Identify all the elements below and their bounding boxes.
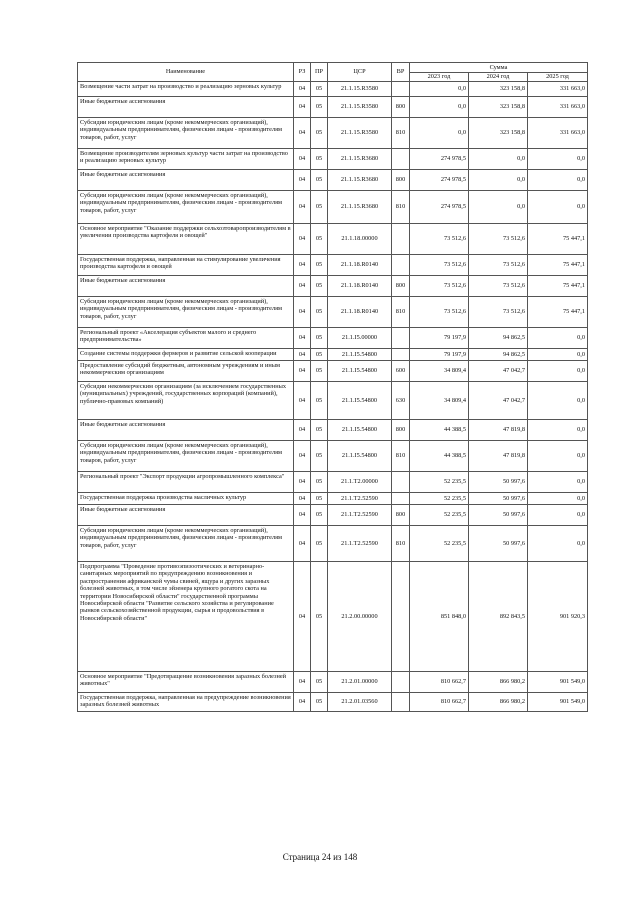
cell-name: Основное мероприятие "Предотвращение возникновения заразных болезней животных" xyxy=(78,672,294,693)
cell-2024: 323 158,8 xyxy=(469,82,528,97)
cell-2023: 34 809,4 xyxy=(410,361,469,382)
table-row xyxy=(78,493,588,505)
table-row xyxy=(78,441,588,472)
cell-name: Субсидии юридическим лицам (кроме некоммерческих организаций), индивидуальным предпринимателям, физическим лицам - производителям товаров, работ, услуг xyxy=(78,118,294,149)
cell-vr: 810 xyxy=(392,297,410,328)
cell-pr: 05 xyxy=(311,297,328,328)
cell-name: Государственная поддержка производства масличных культур xyxy=(78,493,294,505)
cell-rz: 04 xyxy=(294,382,311,420)
cell-csr: 21.1.I5.54800 xyxy=(328,382,392,420)
cell-pr: 05 xyxy=(311,382,328,420)
cell-csr: 21.2.01.00000 xyxy=(328,672,392,693)
cell-vr: 630 xyxy=(392,382,410,420)
cell-2023: 52 235,5 xyxy=(410,493,469,505)
cell-2023: 851 848,0 xyxy=(410,562,469,672)
cell-csr: 21.1.I5.54800 xyxy=(328,441,392,472)
cell-csr: 21.1.T2.00000 xyxy=(328,472,392,493)
cell-2025: 0,0 xyxy=(528,191,588,224)
table-body xyxy=(78,82,588,712)
cell-csr: 21.1.T2.52590 xyxy=(328,493,392,505)
cell-name: Государственная поддержка, направленная на предупреждение возникновения заразных болезней животных xyxy=(78,693,294,712)
cell-rz: 04 xyxy=(294,170,311,191)
cell-name: Основное мероприятие "Оказание поддержки сельхозтоваропроизводителям в увеличении производства картофеля и овощей" xyxy=(78,224,294,255)
header-year-2024: 2024 год xyxy=(469,73,528,82)
cell-pr: 05 xyxy=(311,255,328,276)
cell-rz: 04 xyxy=(294,361,311,382)
cell-2023: 0,0 xyxy=(410,97,469,118)
cell-vr xyxy=(392,255,410,276)
cell-2024: 73 512,6 xyxy=(469,255,528,276)
cell-2025: 0,0 xyxy=(528,149,588,170)
cell-vr: 810 xyxy=(392,191,410,224)
cell-rz: 04 xyxy=(294,562,311,672)
cell-csr: 21.1.15.R3680 xyxy=(328,191,392,224)
cell-2025: 331 663,0 xyxy=(528,82,588,97)
page-number: Страница 24 из 148 xyxy=(282,852,358,862)
cell-pr: 05 xyxy=(311,420,328,441)
table-row xyxy=(78,361,588,382)
cell-pr: 05 xyxy=(311,441,328,472)
cell-rz: 04 xyxy=(294,441,311,472)
cell-2023: 73 512,6 xyxy=(410,276,469,297)
cell-2024: 50 997,6 xyxy=(469,505,528,526)
cell-pr: 05 xyxy=(311,693,328,712)
cell-vr: 810 xyxy=(392,441,410,472)
cell-rz: 04 xyxy=(294,693,311,712)
cell-csr: 21.2.00.00000 xyxy=(328,562,392,672)
cell-csr: 21.1.18.R0140 xyxy=(328,297,392,328)
cell-2025: 0,0 xyxy=(528,170,588,191)
cell-2025: 75 447,1 xyxy=(528,255,588,276)
cell-2024: 866 980,2 xyxy=(469,672,528,693)
cell-csr: 21.1.15.R3580 xyxy=(328,97,392,118)
cell-csr: 21.1.T2.52590 xyxy=(328,526,392,562)
cell-csr: 21.1.18.R0140 xyxy=(328,276,392,297)
cell-2025: 901 549,0 xyxy=(528,693,588,712)
cell-2025: 331 663,0 xyxy=(528,97,588,118)
cell-2023: 73 512,6 xyxy=(410,224,469,255)
cell-rz: 04 xyxy=(294,349,311,361)
table-row xyxy=(78,82,588,97)
cell-rz: 04 xyxy=(294,328,311,349)
cell-name: Иные бюджетные ассигнования xyxy=(78,505,294,526)
cell-rz: 04 xyxy=(294,526,311,562)
cell-2024: 50 997,6 xyxy=(469,472,528,493)
cell-name: Субсидии юридическим лицам (кроме некоммерческих организаций), индивидуальным предпринимателям, физическим лицам - производителям товаров, работ, услуг xyxy=(78,191,294,224)
cell-2023: 44 388,5 xyxy=(410,420,469,441)
cell-2023: 810 662,7 xyxy=(410,672,469,693)
cell-pr: 05 xyxy=(311,170,328,191)
cell-vr: 600 xyxy=(392,361,410,382)
cell-name: Возмещение части затрат на производство и реализацию зерновых культур xyxy=(78,82,294,97)
cell-2024: 94 862,5 xyxy=(469,328,528,349)
cell-csr: 21.1.18.00000 xyxy=(328,224,392,255)
cell-csr: 21.1.15.R3580 xyxy=(328,118,392,149)
cell-name: Предоставление субсидий бюджетным, автономным учреждениям и иным некоммерческим организациям xyxy=(78,361,294,382)
cell-2025: 0,0 xyxy=(528,472,588,493)
cell-2024: 47 042,7 xyxy=(469,361,528,382)
cell-2023: 52 235,5 xyxy=(410,526,469,562)
cell-name: Иные бюджетные ассигнования xyxy=(78,170,294,191)
cell-pr: 05 xyxy=(311,191,328,224)
budget-table xyxy=(77,62,588,712)
cell-rz: 04 xyxy=(294,255,311,276)
cell-name: Субсидии юридическим лицам (кроме некоммерческих организаций), индивидуальным предпринимателям, физическим лицам - производителям товаров, работ, услуг xyxy=(78,297,294,328)
cell-name: Подпрограмма "Проведение противоэпизоотических и ветеринарно-санитарных мероприятий по предупреждению возникновения и распространения африканской чумы свиней, ящура и других заразных болезней животных, в том числе эйзенера крупного рогатого скота на территории Новосибирской области" государственной программы Новосибирской области "Развитие сельского хозяйства и регулирование рынков сельскохозяйственной продукции, сырья и продовольствия в Новосибирской области" xyxy=(78,562,294,672)
table-row xyxy=(78,276,588,297)
cell-csr: 21.1.I5.54800 xyxy=(328,349,392,361)
cell-2023: 0,0 xyxy=(410,82,469,97)
cell-2024: 47 042,7 xyxy=(469,382,528,420)
cell-rz: 04 xyxy=(294,472,311,493)
cell-2024: 892 843,5 xyxy=(469,562,528,672)
cell-csr: 21.1.I5.54800 xyxy=(328,361,392,382)
cell-2023: 274 978,5 xyxy=(410,191,469,224)
cell-pr: 05 xyxy=(311,526,328,562)
table-row xyxy=(78,672,588,693)
table-row xyxy=(78,191,588,224)
cell-2024: 47 819,8 xyxy=(469,441,528,472)
cell-2025: 0,0 xyxy=(528,361,588,382)
cell-2025: 901 549,0 xyxy=(528,672,588,693)
cell-name: Иные бюджетные ассигнования xyxy=(78,97,294,118)
table-row xyxy=(78,97,588,118)
cell-vr: 800 xyxy=(392,505,410,526)
cell-name: Иные бюджетные ассигнования xyxy=(78,276,294,297)
cell-vr: 810 xyxy=(392,118,410,149)
cell-rz: 04 xyxy=(294,224,311,255)
cell-name: Государственная поддержка, направленная на стимулирование увеличения производства картофеля и овощей xyxy=(78,255,294,276)
header-vr: ВР xyxy=(392,63,410,82)
cell-2023: 34 809,4 xyxy=(410,382,469,420)
cell-2025: 75 447,1 xyxy=(528,224,588,255)
cell-2023: 73 512,6 xyxy=(410,297,469,328)
cell-rz: 04 xyxy=(294,276,311,297)
cell-vr: 810 xyxy=(392,526,410,562)
cell-csr: 21.1.T2.52590 xyxy=(328,505,392,526)
cell-rz: 04 xyxy=(294,97,311,118)
cell-pr: 05 xyxy=(311,149,328,170)
table-row xyxy=(78,505,588,526)
cell-name: Субсидии юридическим лицам (кроме некоммерческих организаций), индивидуальным предпринимателям, физическим лицам - производителям товаров, работ, услуг xyxy=(78,441,294,472)
cell-vr xyxy=(392,328,410,349)
table-row xyxy=(78,382,588,420)
table-row xyxy=(78,328,588,349)
cell-pr: 05 xyxy=(311,672,328,693)
cell-pr: 05 xyxy=(311,472,328,493)
cell-csr: 21.1.I5.00000 xyxy=(328,328,392,349)
cell-2025: 0,0 xyxy=(528,526,588,562)
cell-csr: 21.1.I5.54800 xyxy=(328,420,392,441)
cell-2024: 866 980,2 xyxy=(469,693,528,712)
cell-rz: 04 xyxy=(294,191,311,224)
table-row xyxy=(78,562,588,672)
cell-vr xyxy=(392,82,410,97)
cell-2023: 0,0 xyxy=(410,118,469,149)
cell-pr: 05 xyxy=(311,349,328,361)
table-row xyxy=(78,170,588,191)
header-year-2025: 2025 год xyxy=(528,73,588,82)
cell-name: Субсидии юридическим лицам (кроме некоммерческих организаций), индивидуальным предпринимателям, физическим лицам - производителям товаров, работ, услуг xyxy=(78,526,294,562)
cell-2024: 0,0 xyxy=(469,170,528,191)
cell-vr: 800 xyxy=(392,170,410,191)
cell-rz: 04 xyxy=(294,118,311,149)
cell-name: Региональный проект «Акселерация субъектов малого и среднего предпринимательства» xyxy=(78,328,294,349)
table-row xyxy=(78,255,588,276)
header-pr: ПР xyxy=(311,63,328,82)
cell-pr: 05 xyxy=(311,328,328,349)
cell-2025: 0,0 xyxy=(528,328,588,349)
cell-pr: 05 xyxy=(311,505,328,526)
cell-2025: 0,0 xyxy=(528,505,588,526)
cell-csr: 21.1.15.R3680 xyxy=(328,149,392,170)
cell-2025: 0,0 xyxy=(528,420,588,441)
table-row xyxy=(78,472,588,493)
cell-2025: 901 920,3 xyxy=(528,562,588,672)
cell-name: Создание системы поддержки фермеров и развитие сельской кооперации xyxy=(78,349,294,361)
cell-2025: 0,0 xyxy=(528,441,588,472)
cell-2025: 0,0 xyxy=(528,349,588,361)
cell-2024: 0,0 xyxy=(469,149,528,170)
cell-2024: 73 512,6 xyxy=(469,224,528,255)
budget-table-container xyxy=(77,62,588,712)
cell-pr: 05 xyxy=(311,97,328,118)
cell-2024: 323 158,8 xyxy=(469,118,528,149)
cell-pr: 05 xyxy=(311,224,328,255)
cell-rz: 04 xyxy=(294,493,311,505)
cell-2025: 75 447,1 xyxy=(528,297,588,328)
header-sum: Сумма xyxy=(410,63,588,73)
cell-vr: 800 xyxy=(392,276,410,297)
table-row xyxy=(78,149,588,170)
cell-vr xyxy=(392,693,410,712)
cell-2024: 323 158,8 xyxy=(469,97,528,118)
cell-rz: 04 xyxy=(294,420,311,441)
cell-2023: 274 978,5 xyxy=(410,170,469,191)
cell-csr: 21.1.15.R3680 xyxy=(328,170,392,191)
header-year-2023: 2023 год xyxy=(410,73,469,82)
cell-2024: 73 512,6 xyxy=(469,276,528,297)
table-row xyxy=(78,693,588,712)
cell-2023: 52 235,5 xyxy=(410,505,469,526)
table-row xyxy=(78,224,588,255)
cell-pr: 05 xyxy=(311,493,328,505)
cell-vr xyxy=(392,472,410,493)
cell-2025: 331 663,0 xyxy=(528,118,588,149)
cell-2024: 50 997,6 xyxy=(469,493,528,505)
cell-pr: 05 xyxy=(311,361,328,382)
cell-2023: 274 978,5 xyxy=(410,149,469,170)
cell-csr: 21.1.15.R3580 xyxy=(328,82,392,97)
cell-pr: 05 xyxy=(311,276,328,297)
header-csr: ЦСР xyxy=(328,63,392,82)
cell-2023: 52 235,5 xyxy=(410,472,469,493)
cell-rz: 04 xyxy=(294,505,311,526)
cell-vr: 800 xyxy=(392,420,410,441)
cell-2024: 94 862,5 xyxy=(469,349,528,361)
cell-2023: 44 388,5 xyxy=(410,441,469,472)
cell-csr: 21.2.01.03560 xyxy=(328,693,392,712)
cell-2025: 75 447,1 xyxy=(528,276,588,297)
cell-2024: 50 997,6 xyxy=(469,526,528,562)
cell-rz: 04 xyxy=(294,149,311,170)
cell-2025: 0,0 xyxy=(528,493,588,505)
cell-rz: 04 xyxy=(294,82,311,97)
cell-vr xyxy=(392,349,410,361)
cell-pr: 05 xyxy=(311,82,328,97)
cell-name: Возмещение производителям зерновых культур части затрат на производство и реализацию зерновых культур xyxy=(78,149,294,170)
table-row xyxy=(78,118,588,149)
cell-rz: 04 xyxy=(294,297,311,328)
cell-2023: 79 197,9 xyxy=(410,328,469,349)
cell-2023: 79 197,9 xyxy=(410,349,469,361)
cell-2023: 73 512,6 xyxy=(410,255,469,276)
cell-2025: 0,0 xyxy=(528,382,588,420)
cell-vr xyxy=(392,224,410,255)
cell-pr: 05 xyxy=(311,118,328,149)
table-row xyxy=(78,297,588,328)
header-rz: РЗ xyxy=(294,63,311,82)
cell-vr: 800 xyxy=(392,97,410,118)
cell-pr: 05 xyxy=(311,562,328,672)
cell-name: Субсидии некоммерческим организациям (за исключением государственных (муниципальных) учреждений, государственных корпораций (компаний), публично-правовых компаний) xyxy=(78,382,294,420)
cell-2024: 73 512,6 xyxy=(469,297,528,328)
table-row xyxy=(78,526,588,562)
cell-vr xyxy=(392,562,410,672)
header-name: Наименование xyxy=(78,63,294,82)
table-row xyxy=(78,349,588,361)
cell-2024: 0,0 xyxy=(469,191,528,224)
table-row xyxy=(78,420,588,441)
cell-name: Региональный проект "Экспорт продукции агропромышленного комплекса" xyxy=(78,472,294,493)
cell-vr xyxy=(392,672,410,693)
cell-2023: 810 662,7 xyxy=(410,693,469,712)
cell-rz: 04 xyxy=(294,672,311,693)
cell-name: Иные бюджетные ассигнования xyxy=(78,420,294,441)
cell-2024: 47 819,8 xyxy=(469,420,528,441)
cell-vr xyxy=(392,493,410,505)
cell-vr xyxy=(392,149,410,170)
cell-csr: 21.1.18.R0140 xyxy=(328,255,392,276)
